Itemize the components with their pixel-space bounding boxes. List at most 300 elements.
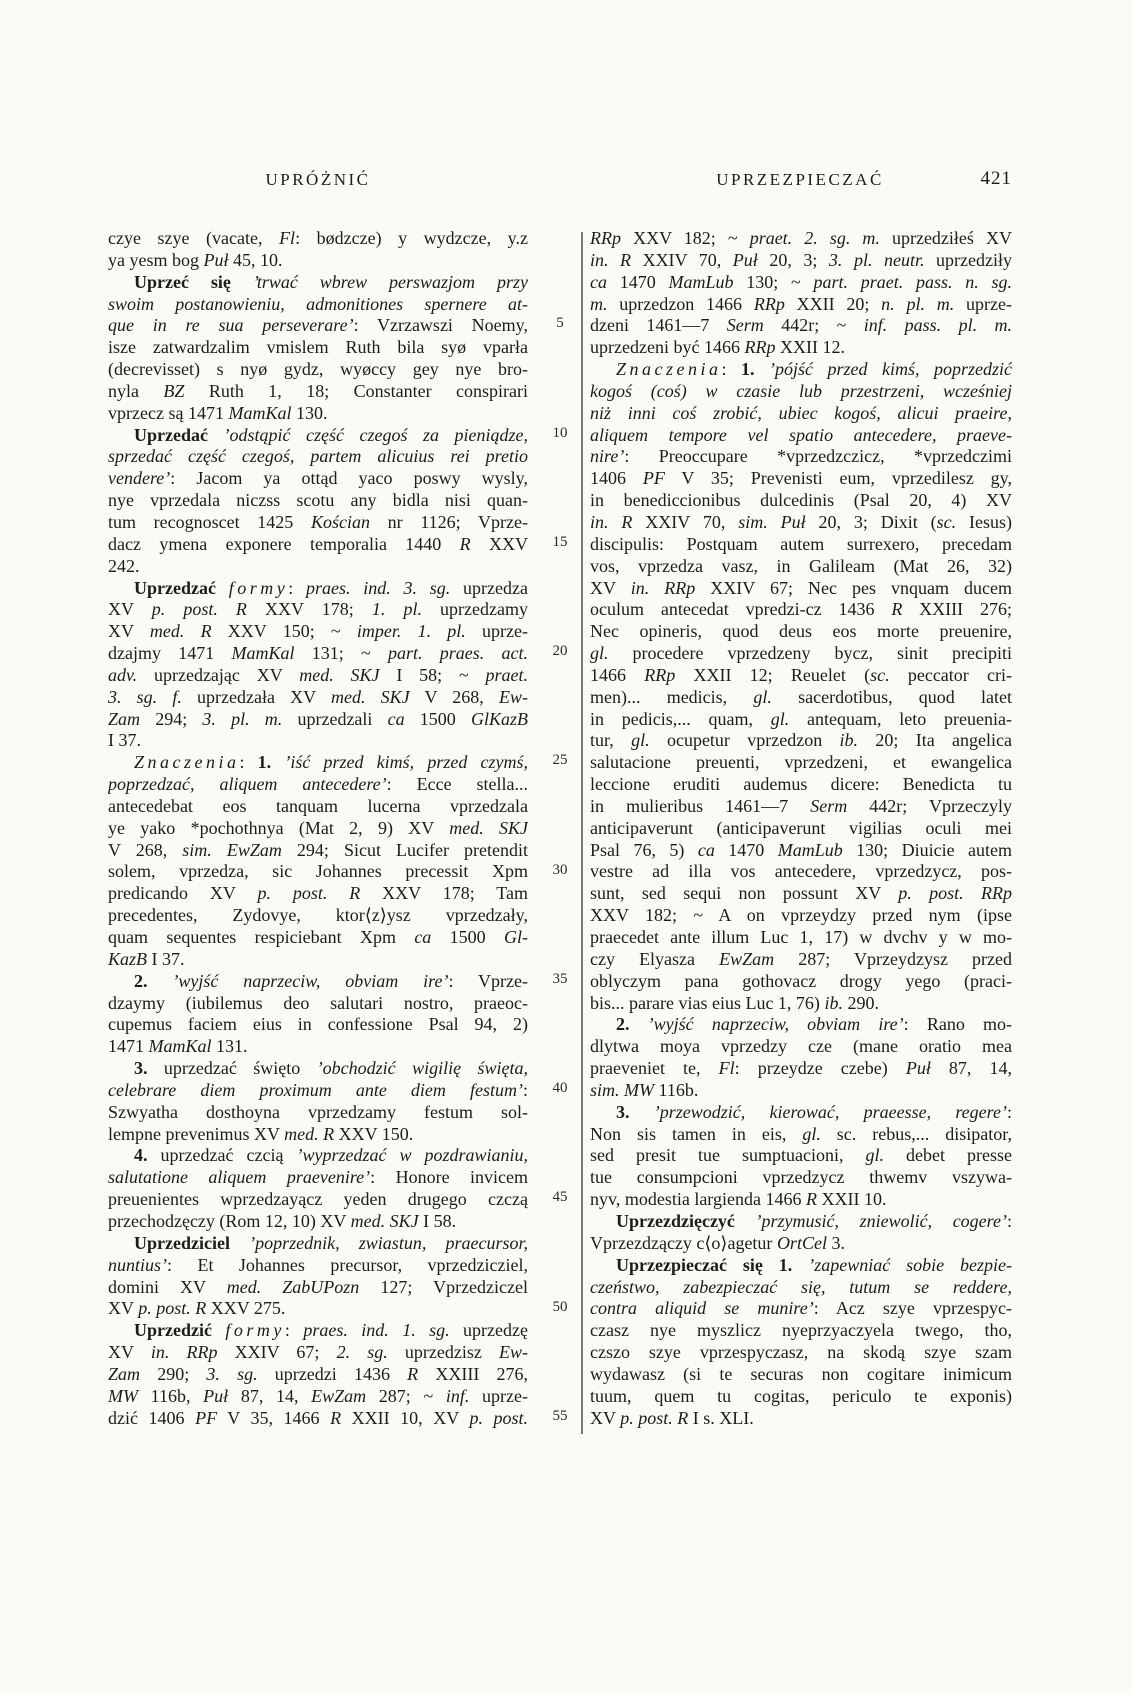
text-run: 127; Vprzedziczel [359, 1276, 528, 1297]
text-run: : [522, 1079, 528, 1100]
text-line [590, 971, 1012, 993]
text-run: swoim postanowieniu, admonitiones spernere at- [108, 293, 528, 314]
text-line [108, 1277, 528, 1299]
text-line [108, 1080, 528, 1102]
text-run: formy [225, 1320, 285, 1341]
text-run: RRp [753, 293, 785, 314]
text-run: ’wyjść naprzeciw, obviam ire’ [647, 1014, 904, 1035]
text-run: XXV 150; ~ [211, 621, 357, 642]
text-run: 3. sg. [206, 1363, 258, 1384]
text-line [590, 1189, 1012, 1211]
text-run: part. praes. act. [388, 643, 528, 664]
text-line [590, 534, 1012, 556]
text-line [590, 927, 1012, 949]
text-run: bis... parare vias eius Luc 1, 76) [590, 992, 825, 1013]
text-line [590, 1014, 1012, 1036]
text-run: Non sis tamen in eis, [590, 1123, 803, 1144]
text-run: cupemus faciem eius in confessione Psal 94, 2) [108, 1014, 528, 1035]
text-line [108, 1298, 528, 1320]
text-run: poprzedzać, aliquem antecedere’ [108, 774, 387, 795]
text-line [590, 425, 1012, 447]
text-run: salutatione aliquem praevenire’ [108, 1167, 371, 1188]
line-number: 25 [552, 752, 568, 769]
text-run: I 37. [147, 948, 185, 969]
text-run: R [407, 1363, 419, 1384]
text-line [108, 1320, 528, 1342]
text-run: sc. [870, 664, 890, 685]
text-run: p. post. [469, 1407, 528, 1428]
text-line [590, 1408, 1012, 1430]
text-run: XXII 10. [816, 1189, 887, 1210]
text-line [108, 403, 528, 425]
text-line [590, 250, 1012, 272]
text-line [590, 840, 1012, 862]
line-number: 30 [552, 861, 568, 878]
headword-or-sense-number: Uprzezdzięczyć [616, 1210, 735, 1231]
text-line [108, 971, 528, 993]
text-line [108, 1014, 528, 1036]
text-line [108, 1386, 528, 1408]
text-run: 1466 [590, 664, 645, 685]
text-run: XXIII 276; [902, 599, 1012, 620]
text-run: MamKal [231, 643, 295, 664]
text-run: uprze- [954, 293, 1012, 314]
text-line [108, 1233, 528, 1255]
text-line [108, 927, 528, 949]
text-run: XV [108, 1298, 139, 1319]
text-run: : [288, 577, 306, 598]
headword-or-sense-number: 3. [134, 1058, 148, 1079]
text-run: dzeni 1461—7 [590, 315, 727, 336]
text-line [590, 446, 1012, 468]
text-line [590, 621, 1012, 643]
text-line [108, 599, 528, 621]
text-run: uprzedzeni być 1466 [590, 337, 745, 358]
text-run: praes. ind. 3. sg. [306, 577, 451, 598]
text-run: med. SKJ [449, 817, 528, 838]
text-run: 294; [140, 708, 203, 729]
text-run: p. post. R [138, 1298, 207, 1319]
page-number: 421 [980, 168, 1012, 189]
headword-or-sense-number: Uprzedać [134, 424, 208, 445]
text-run [148, 971, 173, 991]
text-run: predicando XV [108, 883, 258, 904]
text-line [108, 272, 528, 294]
text-run: in pedicis,... quam, [590, 708, 771, 729]
text-run: sprzedać część czegoś, partem alicuius rei pretio [108, 446, 528, 467]
text-run: : Preoccupare *vprzedzczicz, *vprzedczimi [624, 446, 1012, 467]
headword-or-sense-number: Uprzedzać [134, 577, 216, 598]
text-line [108, 621, 528, 643]
text-run: uprzedzając XV [137, 664, 300, 685]
text-run: ’pójść przed kimś, poprzedzić [769, 359, 1012, 380]
text-run: Serm [810, 795, 848, 816]
text-run: 287; Vprzeydzysz przed [774, 948, 1012, 969]
text-run: praeveniet te, [590, 1058, 719, 1079]
text-run: med. SKJ [330, 686, 410, 707]
text-run: debet presse [884, 1145, 1012, 1166]
text-run: 3. pl. neutr. [828, 249, 925, 270]
text-run [230, 1233, 249, 1253]
text-line [108, 1364, 528, 1386]
text-run: dzaymy (iubilemus deo salutari nostro, praeoc- [108, 992, 528, 1013]
text-line [590, 512, 1012, 534]
text-run: ca [414, 927, 432, 947]
text-line [108, 993, 528, 1015]
text-run: gl. [802, 1123, 821, 1144]
headword-or-sense-number: Uprzedziciel [134, 1232, 230, 1253]
text-run: 1406 [590, 468, 643, 489]
text-run: : [284, 1320, 304, 1341]
text-run: vendere’ [108, 468, 171, 489]
text-run: med. ZabUPozn [226, 1276, 360, 1297]
text-run: 287; ~ [366, 1385, 446, 1406]
text-run: ib. [824, 992, 843, 1013]
text-run: 3. pl. m. [202, 708, 283, 729]
text-run: 87, 14, [930, 1058, 1012, 1079]
text-run: 1. pl. [371, 599, 422, 620]
text-run: isze zatwardzalim vmislem Ruth bila syø vparła [108, 337, 528, 358]
text-run: : Honore invicem [370, 1167, 528, 1188]
text-run [208, 425, 224, 445]
text-run: XV [590, 1407, 621, 1428]
text-run: praet. [485, 664, 528, 685]
text-run: uprzedziły [924, 249, 1012, 270]
text-run: imper. 1. pl. [356, 621, 466, 642]
text-run: I 58; ~ [379, 664, 486, 685]
text-line [590, 1167, 1012, 1189]
text-run: Nec opineris, quod deus eos morte preuenire, [590, 621, 1012, 642]
text-line [590, 359, 1012, 381]
text-line [590, 1364, 1012, 1386]
text-line [590, 1080, 1012, 1102]
text-run: 294; Sicut Lucifer pretendit [281, 839, 528, 860]
text-run: XV [108, 621, 150, 642]
text-run: ’poprzednik, zwiastun, praecursor, [249, 1232, 528, 1253]
text-run: I 37. [108, 730, 141, 751]
text-run: antecedebat eos tanquam lucerna vprzedzala [108, 795, 528, 816]
text-run: procedere vprzedzeny bycz, sinit precipiti [608, 643, 1012, 664]
text-line [590, 1320, 1012, 1342]
text-run: : Et Johannes precursor, vprzedzicziel, [167, 1254, 528, 1275]
text-line [108, 1102, 528, 1124]
text-run: part. praet. pass. n. sg. [813, 271, 1012, 292]
text-line [590, 687, 1012, 709]
line-number: 35 [552, 970, 568, 987]
text-run: 20, 3; [757, 249, 829, 270]
headword-or-sense-number: Uprzedzić [134, 1320, 212, 1341]
text-run: R [805, 1189, 817, 1210]
text-run: ’wyprzedzać w pozdrawianiu, [296, 1145, 528, 1166]
text-run: XXII 12. [775, 337, 845, 358]
text-line [108, 359, 528, 381]
headword-or-sense-number: 1. [741, 359, 755, 380]
text-run: anticipaverunt (anticipaverunt vigilias oculi mei [590, 817, 1012, 838]
text-run: : Rano mo- [903, 1014, 1012, 1035]
text-run: contra aliquid se munire’ [590, 1298, 814, 1319]
text-run: Ew- [498, 1342, 528, 1363]
text-run [755, 359, 770, 379]
right-column [590, 228, 1012, 1429]
text-run: sim. EwZam [182, 839, 282, 860]
text-run: : bødzcze) y wydzcze, y.z [295, 228, 528, 248]
text-run: gl. [590, 643, 609, 664]
text-run: gl. [753, 686, 772, 707]
text-run: R [459, 533, 471, 554]
text-run: Szwyatha dosthoyna vprzedzamy festum sol- [108, 1101, 528, 1122]
text-line [590, 337, 1012, 359]
text-run: : [1007, 1210, 1012, 1231]
headword-or-sense-number: 2. [134, 970, 148, 991]
text-run: ’trwać wbrew perswazjom przy [252, 271, 528, 292]
text-run: wydawasz (si te securas non cogitare inimicum [590, 1363, 1012, 1384]
text-run: : Vprze- [448, 970, 528, 991]
text-line [108, 578, 528, 600]
text-run: ib. [839, 730, 859, 751]
text-run: XV [590, 577, 631, 598]
text-line [108, 381, 528, 403]
text-run: 1500 [404, 708, 471, 729]
text-run: gl. [865, 1145, 885, 1166]
text-run: uprzedzamy [421, 599, 528, 620]
headword-or-sense-number: 1. [257, 752, 272, 773]
text-run: vprzecz są 1471 [108, 402, 229, 423]
text-run: 45, 10. [228, 249, 283, 270]
text-run: p. post. R [257, 883, 361, 904]
text-run: in. RRp [150, 1342, 218, 1363]
text-run: gl. [770, 708, 790, 729]
text-run: 1471 [108, 1036, 149, 1057]
text-run [231, 272, 253, 292]
text-line [590, 1298, 1012, 1320]
text-run: Znaczenia [134, 752, 240, 773]
text-run: ’iść przed kimś, przed czymś, [284, 752, 528, 773]
text-run: uprze- [465, 621, 528, 642]
text-run: ’wyjść naprzeciw, obviam ire’ [172, 970, 449, 991]
text-run: ’obchodzić wigilię święta, [316, 1058, 528, 1079]
text-run: Ew- [498, 686, 528, 707]
text-run: discipulis: Postquam autem surrexero, precedam [590, 533, 1012, 554]
text-run: domini XV [108, 1276, 227, 1297]
text-line [108, 643, 528, 665]
text-run: men)... medicis, [590, 686, 754, 707]
text-line [108, 861, 528, 883]
text-run: lempne prevenimus XV [108, 1123, 285, 1144]
text-run: Psal 76, 5) [590, 839, 698, 860]
text-run: 130; Diuicie autem [842, 839, 1012, 860]
text-run: Zam [108, 1363, 141, 1384]
text-line [590, 818, 1012, 840]
text-run: dzić 1406 [108, 1407, 196, 1428]
text-line [108, 294, 528, 316]
text-line [590, 1058, 1012, 1080]
text-run: que in re sua perseverare’ [108, 315, 354, 336]
text-run [630, 1014, 648, 1034]
text-run: MamLub [668, 271, 734, 292]
line-number: 50 [552, 1298, 568, 1315]
text-run: 1500 [431, 927, 504, 947]
column-divider-rule [581, 232, 583, 1434]
text-run: XXIV 70, [631, 249, 733, 270]
text-line [590, 643, 1012, 665]
text-line [108, 949, 528, 971]
text-run: p. post. RRp [898, 883, 1012, 904]
text-run: med. R [149, 621, 212, 642]
text-run: uprzedzała XV [181, 686, 331, 707]
text-run: 131; ~ [294, 643, 388, 664]
text-run: PF [195, 1407, 218, 1428]
line-number: 10 [552, 424, 568, 441]
text-run: czszo szye vprzespyczasz, na skodą szye szam [590, 1342, 1012, 1363]
text-line [590, 774, 1012, 796]
text-run: RRp [744, 337, 776, 358]
text-run: Vprzezdzączy c⟨o⟩agetur [590, 1232, 777, 1253]
text-run: n. pl. m. [881, 293, 955, 314]
text-line [590, 1277, 1012, 1299]
text-run: antequam, leto preuenia- [789, 708, 1012, 729]
text-run: Puł [203, 249, 229, 270]
text-run: nr 1126; Vprze- [370, 511, 528, 532]
text-run: ya yesm bog [108, 249, 204, 270]
text-run: czasz nye myszlicz nyeprzyaczyela twego, tho, [590, 1320, 1012, 1341]
text-line [108, 905, 528, 927]
text-run: celebrare diem proximum ante diem festum’ [108, 1079, 523, 1100]
text-line [590, 1255, 1012, 1277]
text-run: 2. sg. [336, 1342, 388, 1363]
text-line [590, 578, 1012, 600]
text-run [735, 1211, 756, 1231]
text-run: p. post. R [151, 599, 247, 620]
text-run: 290; [140, 1363, 207, 1384]
text-run: czeństwo, zabezpieczać się, tutum se reddere, [590, 1276, 1012, 1297]
text-line [108, 1342, 528, 1364]
text-run: XV [108, 599, 152, 620]
text-run: RRp [644, 664, 676, 685]
text-run: EwZam [719, 948, 775, 969]
text-run: nuntius’ [108, 1254, 168, 1275]
text-line [108, 337, 528, 359]
text-line [590, 796, 1012, 818]
text-line [108, 228, 528, 250]
text-line [590, 1124, 1012, 1146]
text-run: I 58. [418, 1210, 457, 1231]
text-run: praes. ind. 1. sg. [303, 1320, 450, 1341]
text-run: 290. [842, 992, 879, 1013]
text-run: med. SKJ [299, 664, 380, 685]
running-head-right: UPRZEZPIECZAĆ [716, 170, 884, 189]
text-line [590, 1233, 1012, 1255]
text-line [590, 556, 1012, 578]
text-line [108, 774, 528, 796]
text-run: sunt, sed sequi non possunt XV [590, 883, 899, 904]
text-run: : Ecce stella... [386, 774, 528, 795]
text-run: R [330, 1407, 342, 1428]
text-line [590, 468, 1012, 490]
text-run: nyla [108, 380, 164, 401]
text-run: vestre ad illa vos antecedere, vprzedzycz, pos- [590, 861, 1012, 882]
text-run: (decrevisset) s nyø gydz, wyøccy gey nye bro- [108, 359, 528, 380]
text-run: R [891, 599, 903, 620]
text-line [590, 993, 1012, 1015]
text-line [108, 1211, 528, 1233]
text-run: PF [642, 468, 665, 489]
text-run: p. post. R [620, 1407, 689, 1428]
text-run: : Jacom ya ottąd yaco poswy wysly, [170, 468, 528, 489]
left-column [108, 228, 528, 1429]
text-run: in. RRp [630, 577, 696, 598]
text-run: uprzedzisz [387, 1342, 499, 1363]
text-line [590, 228, 1012, 250]
text-run: sc. rebus,... disipator, [820, 1123, 1012, 1144]
text-line [590, 949, 1012, 971]
text-run: 442r; Vprzeczyly [847, 795, 1012, 816]
text-line [108, 818, 528, 840]
text-run [792, 1255, 808, 1275]
text-run: 3. [826, 1232, 845, 1253]
text-run [216, 578, 229, 598]
text-run: ’odstąpić część czegoś za pieniądze, [223, 424, 528, 445]
text-run: ca [590, 271, 607, 292]
text-line [108, 840, 528, 862]
text-run: OrtCel [776, 1232, 827, 1253]
text-run: solem, vprzedza, sic Johannes precessit Xpm [108, 861, 528, 882]
text-run [630, 1102, 654, 1122]
text-run: 1470 [607, 271, 669, 292]
text-run: oculum antecedat vpredzi-cz 1436 [590, 599, 892, 620]
text-run: Serm [726, 315, 764, 336]
text-line [108, 883, 528, 905]
line-number: 5 [556, 315, 564, 332]
text-run: ca [697, 839, 715, 860]
text-line [590, 665, 1012, 687]
text-run: 130. [291, 402, 328, 423]
text-run: in mulieribus 1461—7 [590, 795, 811, 816]
text-line [108, 752, 528, 774]
text-run: przechodzęczy (Rom 12, 10) XV [108, 1210, 351, 1231]
text-run: med. R [284, 1123, 335, 1144]
text-run: praecedet ante illum Luc 1, 17) w dvchv y w mo- [590, 927, 1012, 947]
text-run: uprzedzi 1436 [257, 1363, 408, 1384]
text-run: vos, vprzedza vasz, in Galileam (Mat 26, 32) [590, 555, 1012, 576]
text-run: BZ [163, 380, 185, 401]
text-run: adv. [108, 664, 138, 685]
text-run: uprzedzę [449, 1320, 528, 1341]
text-run: V 35; Prevenisti eum, vprzedilesz gy, [664, 468, 1012, 489]
text-run: : przeydze czebe) [734, 1058, 906, 1079]
text-run: kogoś (coś) w czasie lub przestrzeni, wcześniej [590, 380, 1012, 401]
text-run: nye vprzedala niczss scotu any bidla nisi quan- [108, 490, 528, 511]
text-run: 116b, [138, 1385, 204, 1406]
text-line [590, 709, 1012, 731]
text-run: XXV 182; ~ [621, 228, 750, 248]
text-run: dacz ymena exponere temporalia 1440 [108, 533, 460, 554]
text-line [590, 1211, 1012, 1233]
text-run: V 35, 1466 [217, 1407, 331, 1428]
text-run: ’przewodzić, kierować, praeesse, regere’ [653, 1101, 1007, 1122]
text-line [108, 1408, 528, 1430]
headword-or-sense-number: 2. [616, 1014, 630, 1035]
text-run: Ruth 1, 18; Constanter conspirari [184, 380, 528, 401]
text-run: Puł [203, 1385, 229, 1406]
text-run: : Vzrzawszi Noemy, [353, 315, 528, 336]
running-head-left: UPRÓŻNIĆ [265, 170, 371, 189]
text-line [590, 403, 1012, 425]
text-run: nire’ [590, 446, 625, 467]
line-number: 40 [552, 1080, 568, 1097]
text-run: 242. [108, 555, 140, 576]
text-run: : [721, 359, 742, 380]
text-line [108, 1145, 528, 1167]
